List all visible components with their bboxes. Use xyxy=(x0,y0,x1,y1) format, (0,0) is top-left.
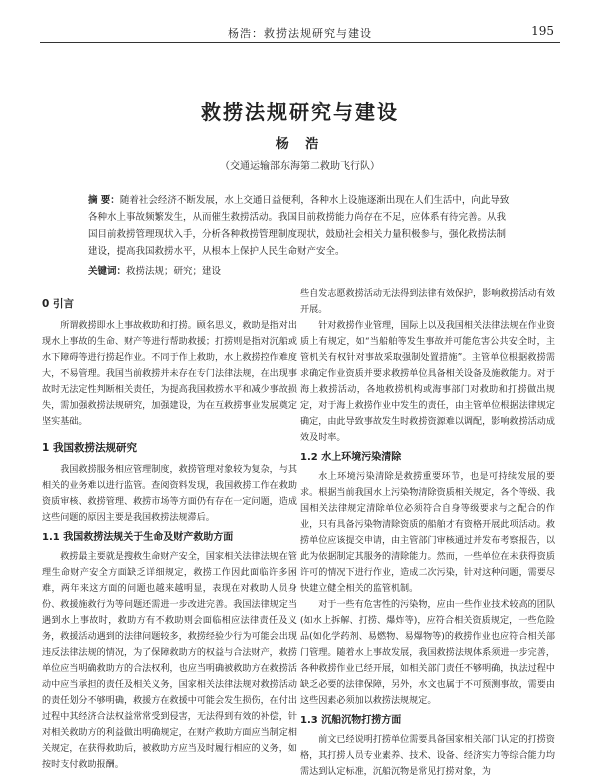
running-header xyxy=(40,22,560,43)
keywords-label: 关键词： xyxy=(88,266,127,277)
paragraph: 对于一些有危害性的污染物，应由一些作业技术较高的团队(如水上拆解、打捞、爆炸等)，应符合相关资质规定，一些危险品(如化学药剂、易燃物、易爆物等)的救捞作业也应符合相关部门管理。随着水上事故发展，我国救捞法规体系须进一步完善，各种救捞作业已经开展，如相关部门责任不够明确，执法过程中缺乏必要的法律保障，另外，水文也属于不可预测事故，需要由这些因素必须加以救捞法规规定。 xyxy=(300,600,555,706)
paragraph: 救捞最主要就是搜救生命财产安全，国家相关法律法规在管理生命财产安全方面缺乏详细规定，救捞工作因此面临许多困难，两年来这方面的问题也越来越明显，表现在对救助人员身份、救援施救行为等问题还需进一步改进完善。我国法律规定当遇到水上事故时，救助方有不救助则会面临相应法律责任及义务，救援活动遇到的法律问题较多，救捞经验少行为可能会出现违反法律法规的情况，为了保障救助方的权益与合法财产，救捞单位应当明确救助方的合法权利，也应当明确被救助方在救捞活动中应当承担的责任及相关义务，国家相关法律法规对救捞活动的责任划分不够明确，救援方在救援中可能会发生损伤，在付出过程中其经济合法权益常常受到侵害，无法得到有效的补偿，针对相关救助方的利益做出明确规定，在财产救助方面应当制定相关规定，在获得救助后，被救助方应当及时履行相应的义务，如按时支付救助报酬。 xyxy=(42,552,297,770)
section-heading-1: 1 我国救捞法规研究 xyxy=(42,442,137,454)
subsection-heading-1-2: 1.2 水上环境污染清除 xyxy=(300,452,402,463)
abstract-block xyxy=(88,192,513,260)
running-title: 杨浩：救捞法规研究与建设 xyxy=(228,27,372,40)
right-column xyxy=(300,286,555,780)
keywords-text: 救捞法规；研究；建设 xyxy=(126,266,222,277)
paragraph: 前文已经说明打捞单位需要具备国家相关部门认定的打捞资格，其打捞人员专业素养、技术、设备、经济实力等综合能力均需达到认定标准，沉船沉物是常见打捞对象，为 xyxy=(300,735,555,777)
abstract-label: 摘 要： xyxy=(88,195,120,206)
section-heading-intro: 0 引言 xyxy=(42,298,74,310)
paragraph: 些自发志愿救捞活动无法得到法律有效保护，影响救捞活动有效开展。 xyxy=(300,289,555,315)
paragraph: 针对救捞作业管理，国际上以及我国相关法律法规在作业资质上有规定，如“当船舶等发生事故并可能危害公共安全时，主管机关有权针对事故采取强制处置措施”。主管单位根据救捞需求确定作业资质并要求救捞单位具备相关设备及施救能力。对于海上救捞活动，各地救捞机构或海事部门对救助和打捞做出规定，对于海上救捞作业中发生的责任，由主管单位根据法律规定确定，由此导致事故发生时救捞资源难以调配，影响救捞活动成效及时率。 xyxy=(300,321,555,443)
subsection-heading-1-3: 1.3 沉船沉物打捞方面 xyxy=(300,715,402,726)
keywords-block xyxy=(88,263,513,277)
article-affiliation: （交通运输部东海第二救助飞行队） xyxy=(220,161,380,172)
page-number: 195 xyxy=(531,24,554,38)
left-column xyxy=(42,286,297,773)
abstract-text: 随着社会经济不断发展，水上交通日益便利，各种水上设施逐渐出现在人们生活中，向此导致各种水上事故频繁发生，从而催生救捞活动。我国目前救捞能力尚存在不足，应体系有待完善。从我国目前救捞管理现状入手，分析各种救捞管理制度现状，鼓励社会相关力量积极参与，强化救捞法制建设，提高我国救捞水平，从根本上保护人民生命财产安全。 xyxy=(88,195,510,257)
article-title: 救捞法规研究与建设 xyxy=(201,100,399,124)
paragraph: 水上环境污染清除是救捞重要环节，也是可持续发展的要求。根据当前我国水上污染物清除资质相关规定，各个等级、我国相关法律规定清除单位必须符合自身等级要求与之配合的作业，只有具备污染物清除资质的船舶才有资格开展此项活动。救捞单位应该提交申请，由主管部门审核通过并发布考察报告，以此为依据制定其服务的清除能力。然而，一些单位在未获得资质许可的情况下进行作业，造成二次污染，针对这种问题，需要尽快建立健全相关的监管机制。 xyxy=(300,472,555,594)
subsection-heading-1-1: 1.1 我国救捞法规关于生命及财产救助方面 xyxy=(42,532,234,543)
paragraph: 所谓救捞即水上事故救助和打捞。顾名思义，救助是指对出现水上事故的生命、财产等进行帮助救援；打捞则是指对沉船或水下障碍等进行捞起作业。不同于作上救助，水上救捞控作难度大，不易管理。我国当前救捞并未存在专门法律法规，在出现事故时无法定性判断相关责任，为提高我国救捞水平和减少事故损失，需加强救捞法规研究，加强建设，为在互救捞事业发展奠定坚实基础。 xyxy=(42,321,297,427)
paragraph: 我国救捞服务相应管理制度，救捞管理对象较为复杂，与其相关的业务难以进行监管。查阅资料发现，我国救捞工作在救助资质审核、救捞管理、救捞市场等方面仍有存在一定问题，造成这些问题的原因主要是我国救捞法规滞后。 xyxy=(42,465,297,523)
article-author: 杨 浩 xyxy=(275,137,325,152)
